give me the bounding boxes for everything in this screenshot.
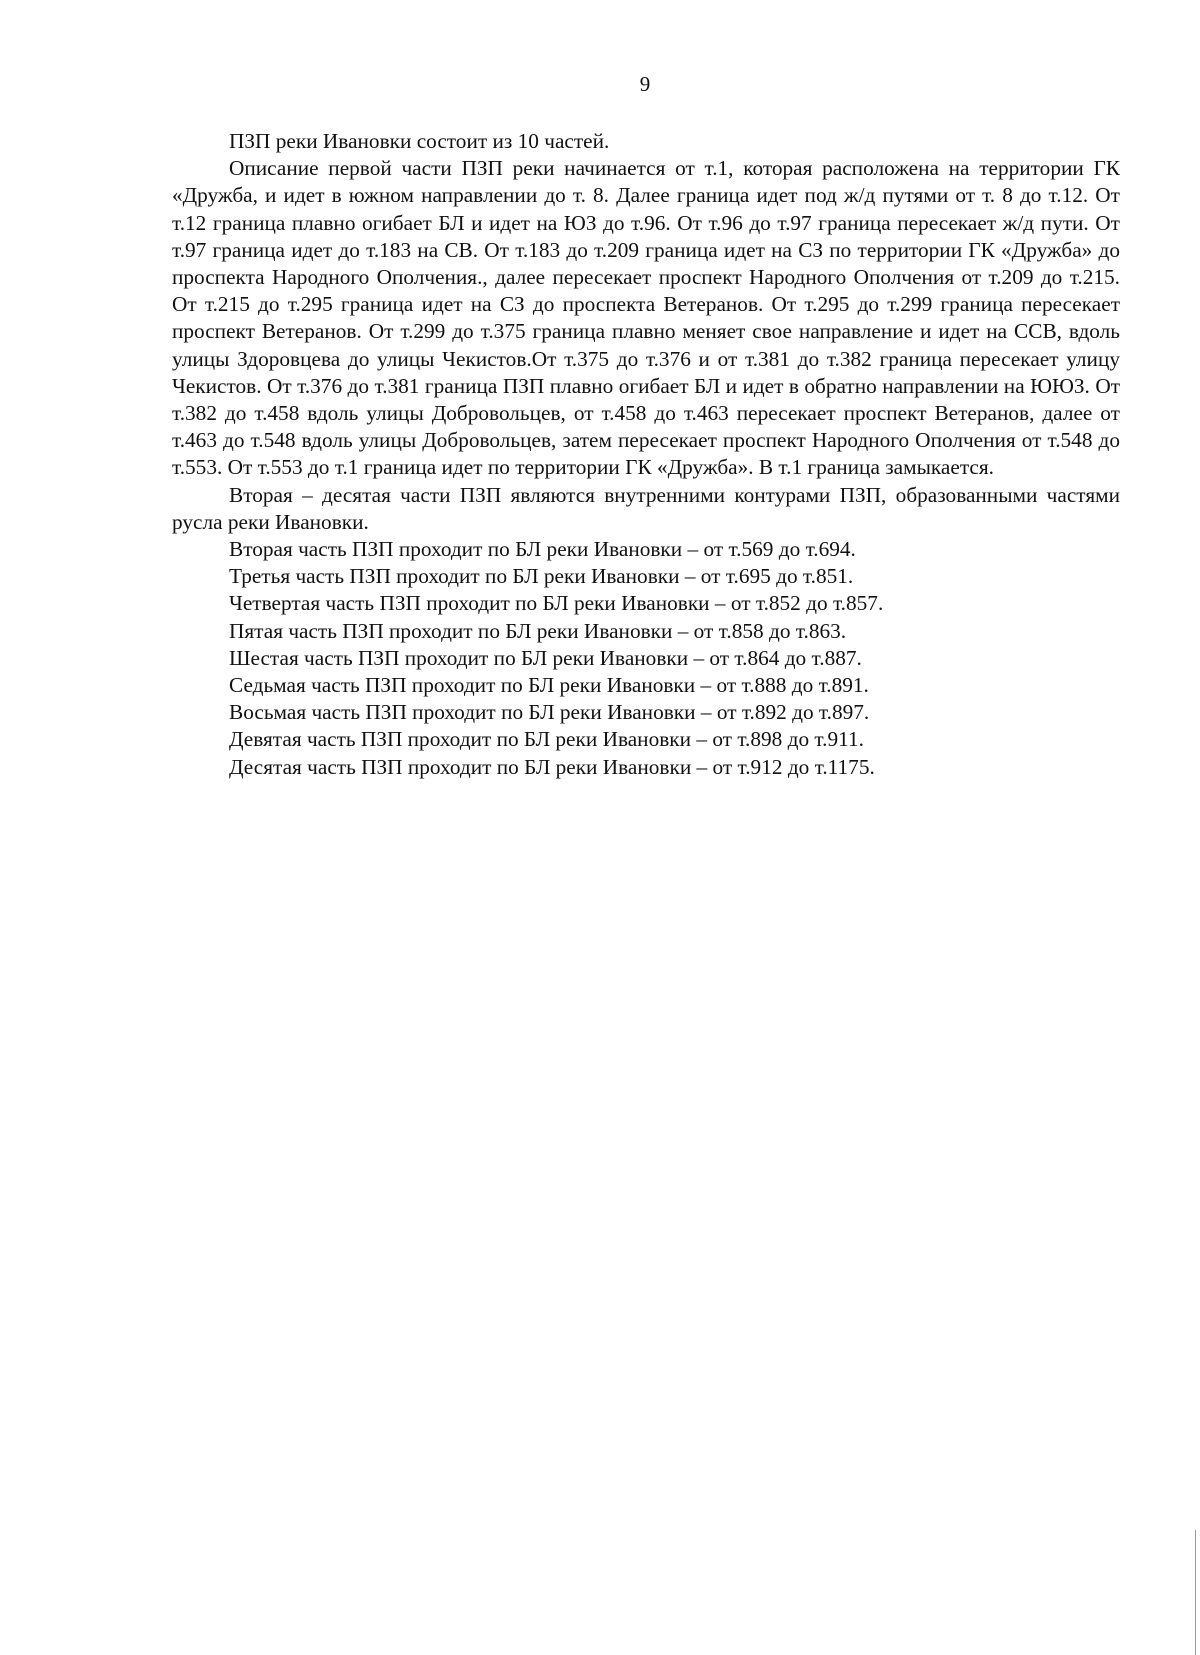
part-item: Восьмая часть ПЗП проходит по БЛ реки Ивановки – от т.892 до т.897. (229, 700, 870, 725)
part-item: Седьмая часть ПЗП проходит по БЛ реки Ивановки – от т.888 до т.891. (229, 673, 869, 698)
scan-edge-line (1195, 1530, 1196, 1655)
paragraph-inner-contours: Вторая – десятая части ПЗП являются внутренними контурами ПЗП, образованными частями русла реки Ивановки. (172, 482, 1120, 534)
part-item: Шестая часть ПЗП проходит по БЛ реки Ивановки – от т.864 до т.887. (229, 645, 862, 670)
paragraph-intro: ПЗП реки Ивановки состоит из 10 частей. (229, 129, 610, 153)
page-number: 9 (639, 72, 651, 96)
part-item: Девятая часть ПЗП проходит по БЛ реки Ивановки – от т.898 до т.911. (229, 727, 864, 752)
part-item: Третья часть ПЗП проходит по БЛ реки Ивановки – от т.695 до т.851. (229, 564, 854, 589)
document-body (172, 128, 1120, 781)
part-item: Десятая часть ПЗП проходит по БЛ реки Ивановки – от т.912 до т.1175. (229, 754, 875, 779)
part-item: Вторая часть ПЗП проходит по БЛ реки Ивановки – от т.569 до т.694. (229, 537, 856, 562)
part-item: Пятая часть ПЗП проходит по БЛ реки Ивановки – от т.858 до т.863. (229, 618, 847, 643)
part-item: Четвертая часть ПЗП проходит по БЛ реки Ивановки – от т.852 до т.857. (229, 591, 884, 616)
paragraph-first-part-description: Описание первой части ПЗП реки начинается от т.1, которая расположена на территории ГК «Дружба, и идет в южном направлении до т. 8. Далее граница идет под ж/д путями от т. 8 до т.12. От т.12 граница плавно огибает БЛ и идет на ЮЗ до т.96. От т.96 до т.97 граница пересекает ж/д пути. От т.97 граница идет до т.183 на СВ. От т.183 до т.209 граница идет на СЗ по территории ГК «Дружба» до проспекта Народного Ополчения., далее пересекает проспект Народного Ополчения от т.209 до т.215. От т.215 до т.295 граница идет на СЗ до проспекта Ветеранов. От т.295 до т.299 граница пересекает проспект Ветеранов. От т.299 до т.375 граница плавно меняет свое направление и идет на ССВ, вдоль улицы Здоровцева до улицы Чекистов.От т.375 до т.376 и от т.381 до т.382 граница пересекает улицу Чекистов. От т.376 до т.381 граница ПЗП плавно огибает БЛ и идет в обратно направлении на ЮЮЗ. От т.382 до т.458 вдоль улицы Добровольцев, от т.458 до т.463 пересекает проспект Ветеранов, далее от т.463 до т.548 вдоль улицы Добровольцев, затем пересекает проспект Народного Ополчения от т.548 до т.553. От т.553 до т.1 граница идет по территории ГК «Дружба». В т.1 граница замыкается. (172, 156, 1120, 480)
